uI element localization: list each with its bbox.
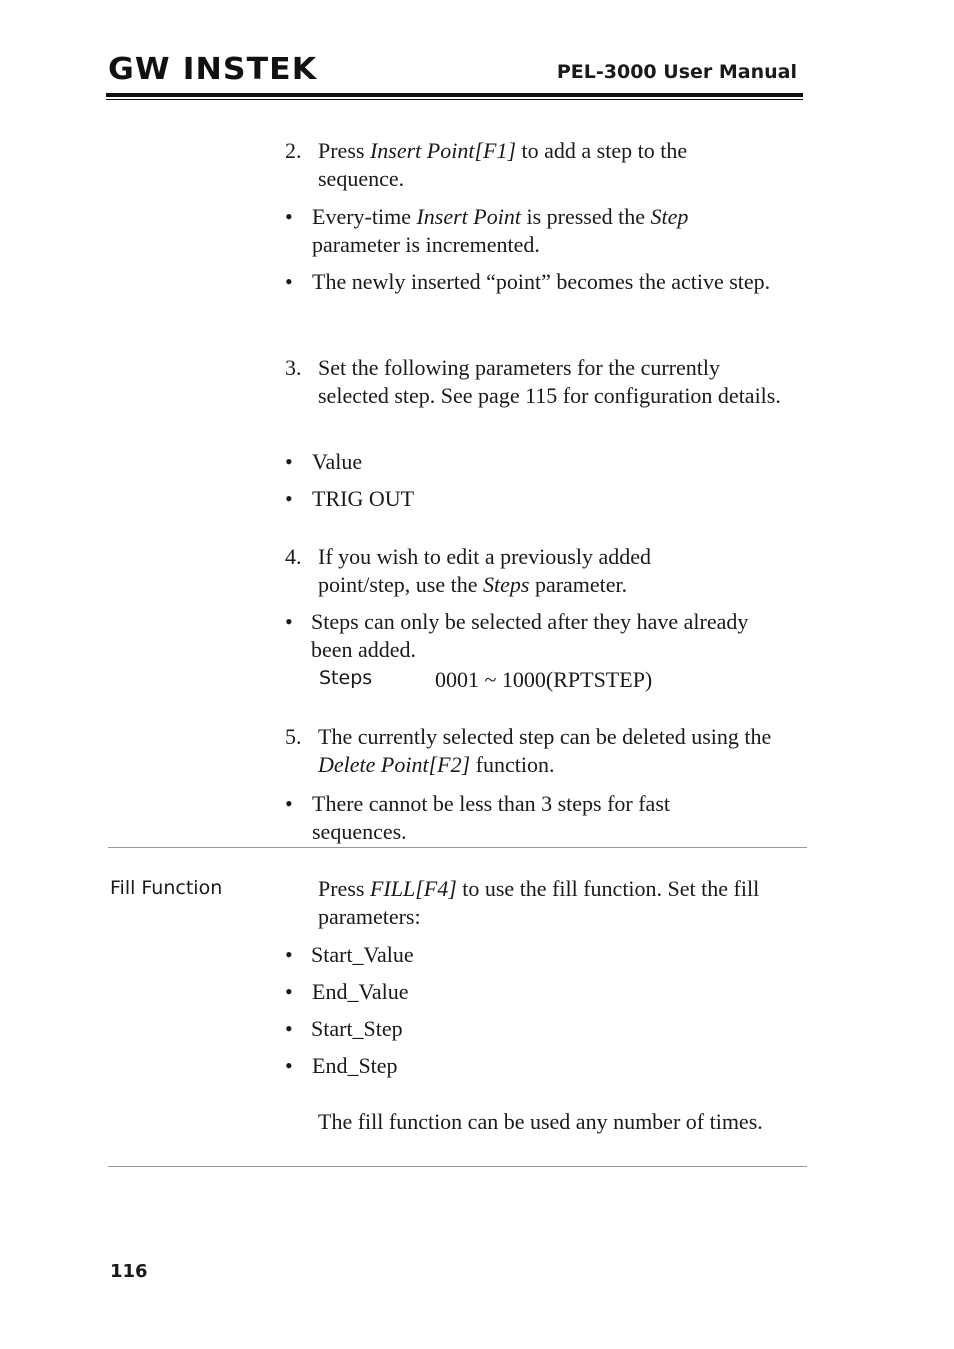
bullet-icon: • bbox=[285, 204, 293, 229]
param-name: Steps bbox=[319, 667, 373, 689]
bullet-icon: • bbox=[285, 1016, 293, 1041]
bullet-text: Steps can only be selected after they have already been added. bbox=[311, 609, 749, 662]
fill-param: Start_Step bbox=[311, 1016, 403, 1041]
fill-param: End_Step bbox=[312, 1053, 398, 1078]
step-number: 5. bbox=[285, 724, 302, 749]
bullet-icon: • bbox=[285, 942, 293, 967]
bullet-icon: • bbox=[285, 1053, 293, 1078]
fill-param: End_Value bbox=[312, 979, 409, 1004]
step-text: If you wish to edit a previously added point/step, use the Steps parameter. bbox=[318, 544, 651, 597]
step-number: 4. bbox=[285, 544, 302, 569]
step-number: 2. bbox=[285, 138, 302, 163]
bullet-icon: • bbox=[285, 609, 293, 634]
page-number: 116 bbox=[110, 1261, 148, 1282]
bullet-text: The newly inserted “point” becomes the active step. bbox=[312, 269, 771, 294]
fill-note: The fill function can be used any number of times. bbox=[318, 1109, 763, 1134]
bullet-text: Value bbox=[312, 449, 363, 474]
header-rule bbox=[106, 93, 803, 97]
gw-instek-logo: GW INSTEK bbox=[108, 52, 318, 87]
step-text: Set the following parameters for the currently selected step. See page 115 for configuration details. bbox=[318, 355, 781, 408]
bullet-icon: • bbox=[285, 269, 293, 294]
manual-title: PEL-3000 User Manual bbox=[556, 61, 797, 83]
param-range: 0001 ~ 1000(RPTSTEP) bbox=[435, 667, 653, 692]
step-number: 3. bbox=[285, 355, 302, 380]
step-text: Press Insert Point[F1] to add a step to the sequence. bbox=[318, 138, 688, 191]
fill-intro: Press FILL[F4] to use the fill function. Set the fill parameters: bbox=[318, 876, 760, 929]
section-divider bbox=[108, 847, 807, 848]
bullet-icon: • bbox=[285, 791, 293, 816]
step-text: The currently selected step can be deleted using the Delete Point[F2] function. bbox=[318, 724, 772, 777]
bullet-icon: • bbox=[285, 449, 293, 474]
bullet-icon: • bbox=[285, 486, 293, 511]
bullet-text: Every-time Insert Point is pressed the Step parameter is incremented. bbox=[312, 204, 689, 257]
bullet-icon: • bbox=[285, 979, 293, 1004]
header-rule-thin bbox=[106, 99, 803, 100]
bullet-text: There cannot be less than 3 steps for fast sequences. bbox=[312, 791, 670, 844]
section-divider bbox=[108, 1166, 807, 1167]
fill-param: Start_Value bbox=[311, 942, 414, 967]
section-label: Fill Function bbox=[110, 877, 223, 899]
bullet-text: TRIG OUT bbox=[312, 486, 415, 511]
